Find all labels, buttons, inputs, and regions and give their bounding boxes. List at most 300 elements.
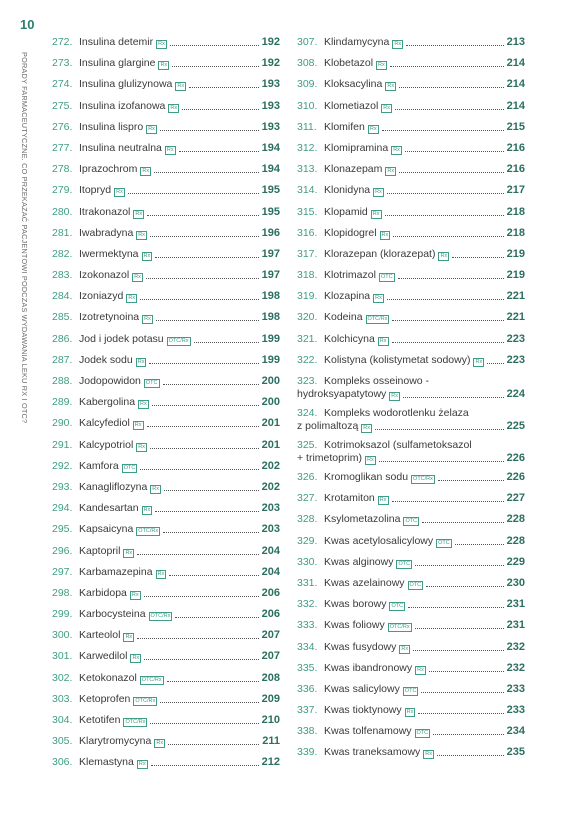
availability-badge: OTC: [416, 730, 429, 737]
index-entry: [297, 163, 525, 176]
availability-badge: OTC/Rx: [150, 613, 171, 620]
entry-name: Insulina glulizynowa: [79, 78, 173, 91]
leader-dots: [150, 723, 258, 724]
index-entry: [52, 545, 280, 558]
entry-number: 303.: [52, 692, 73, 705]
index-entry: [52, 142, 280, 155]
entry-page: 207: [261, 650, 280, 663]
page-number: 10: [20, 17, 35, 32]
entry-number: 272.: [52, 36, 73, 48]
entry-number: 329.: [297, 534, 318, 547]
leader-dots: [398, 278, 504, 279]
entry-name: Kwas tolfenamowy: [324, 725, 412, 738]
availability-badge: Rx: [125, 549, 133, 556]
index-entry: [52, 269, 280, 282]
index-entry: [297, 662, 525, 675]
availability-badge: OTC: [438, 539, 450, 546]
entry-number: 320.: [297, 311, 318, 324]
entry-page: 194: [261, 141, 280, 154]
leader-dots: [172, 66, 258, 67]
leader-dots: [169, 575, 258, 576]
availability-badge: Rx: [132, 655, 140, 662]
entry-page: 204: [261, 565, 280, 578]
leader-dots: [375, 429, 504, 430]
index-entry: [297, 269, 525, 282]
leader-dots: [392, 320, 503, 321]
index-entry: [52, 354, 280, 367]
index-entry: [52, 672, 280, 685]
entry-number: 294.: [52, 502, 73, 515]
leader-dots: [155, 257, 258, 258]
leader-dots: [140, 299, 259, 300]
entry-page: 223: [506, 353, 525, 366]
leader-dots: [433, 734, 503, 735]
leader-dots: [163, 384, 259, 385]
availability-badge: Rx: [135, 210, 143, 217]
availability-badge: Rx: [387, 83, 395, 90]
entry-page: 232: [506, 661, 525, 674]
entry-page: 201: [261, 438, 280, 451]
entry-number: 338.: [297, 725, 318, 738]
entry-name: Itopryd: [79, 184, 112, 197]
entry-page: 232: [506, 640, 525, 653]
leader-dots: [156, 320, 259, 321]
leader-dots: [408, 607, 504, 608]
leader-dots: [182, 109, 259, 110]
entry-number: 295.: [52, 523, 73, 536]
index-entry: [52, 206, 280, 219]
leader-dots: [160, 130, 259, 131]
index-entry: [297, 598, 525, 611]
entry-name: Kwas ibandronowy: [324, 661, 413, 674]
entry-number: 307.: [297, 36, 318, 48]
leader-dots: [392, 501, 504, 502]
entry-name: Kromoglikan sodu: [324, 471, 409, 483]
leader-dots: [379, 461, 504, 462]
entry-number: 281.: [52, 226, 73, 239]
index-entry: [297, 535, 525, 548]
entry-number: 334.: [297, 640, 318, 653]
index-entry: [297, 407, 525, 433]
entry-page: 215: [506, 120, 525, 133]
availability-badge: Rx: [157, 570, 165, 577]
index-entry: [52, 735, 280, 748]
entry-name: Kwas acetylosalicylowy: [324, 534, 434, 547]
leader-dots: [406, 45, 504, 46]
leader-dots: [163, 532, 258, 533]
entry-name: Klonazepam: [324, 163, 383, 176]
availability-badge: Rx: [440, 252, 448, 259]
leader-dots: [168, 744, 259, 745]
entry-name: Klometiazol: [324, 99, 379, 112]
index-entry: [297, 227, 525, 240]
leader-dots: [413, 650, 504, 651]
index-entry: [52, 481, 280, 494]
entry-page: 208: [261, 671, 280, 684]
entry-name: Ksylometazolina: [324, 513, 401, 526]
leader-dots: [415, 565, 504, 566]
entry-page: 198: [261, 290, 280, 303]
entry-name: Klozapina: [324, 290, 371, 303]
leader-dots: [392, 342, 504, 343]
entry-name: Insulina lispro: [79, 120, 144, 133]
entry-number: 280.: [52, 205, 73, 218]
availability-badge: Rx: [391, 393, 399, 399]
leader-dots: [455, 544, 504, 545]
leader-dots: [390, 66, 504, 67]
entry-number: 312.: [297, 141, 318, 154]
availability-badge: Rx: [138, 443, 146, 450]
index-entry: [52, 100, 280, 113]
index-entry: [297, 704, 525, 717]
index-entry: [52, 36, 280, 49]
entry-number: 326.: [297, 471, 318, 483]
index-entry: [297, 248, 525, 261]
availability-badge: OTC: [391, 603, 404, 610]
entry-number: 315.: [297, 205, 318, 218]
entry-name: Iwabradyna: [79, 226, 134, 239]
index-entry: [52, 333, 280, 346]
entry-number: 309.: [297, 78, 318, 91]
index-entry: [297, 471, 525, 484]
index-entry: [297, 290, 525, 303]
availability-badge: Rx: [375, 295, 382, 302]
availability-badge: Rx: [131, 591, 139, 598]
index-entry: [52, 502, 280, 515]
entry-name: Jodek sodu: [79, 353, 133, 366]
running-title-text: PORADY FARMACEUTYCZNE. CO PRZEKAZAĆ PACJENTOWI PODCZAS WYDAWANIA LEKU RX I OTC?: [20, 52, 29, 424]
entry-name: Krotamiton: [324, 492, 375, 505]
availability-badge: OTC/Rx: [141, 676, 162, 683]
index-entry: [297, 619, 525, 632]
availability-badge: Rx: [375, 189, 382, 196]
entry-name: Karbidopa: [79, 586, 127, 599]
entry-page: 216: [506, 141, 525, 154]
leader-dots: [393, 236, 503, 237]
entry-number: 304.: [52, 714, 73, 726]
index-entry: [52, 523, 280, 536]
leader-dots: [164, 490, 259, 491]
leader-dots: [382, 130, 504, 131]
entry-page: 192: [261, 57, 280, 70]
entry-page: 214: [506, 57, 525, 70]
entry-number: 301.: [52, 650, 73, 663]
entry-name: Kwas foliowy: [324, 619, 385, 632]
entry-page: 226: [506, 471, 525, 483]
entry-name: Kwas azelainowy: [324, 576, 405, 589]
entry-page: 217: [506, 184, 525, 197]
entry-page: 226: [506, 452, 525, 464]
leader-dots: [399, 87, 504, 88]
entry-page: 199: [261, 353, 280, 366]
index-entry: [297, 100, 525, 113]
index-entry: [297, 206, 525, 219]
leader-dots: [144, 659, 258, 660]
availability-badge: Rx: [379, 497, 387, 504]
entry-number: 302.: [52, 671, 73, 684]
entry-name: Izokonazol: [79, 269, 130, 282]
entry-name: Klotrimazol: [324, 269, 376, 282]
entry-page: 218: [506, 226, 525, 239]
entry-name: Kolchicyna: [324, 332, 375, 345]
entry-number: 298.: [52, 586, 73, 599]
index-entry: [297, 641, 525, 654]
entry-number: 300.: [52, 629, 73, 642]
availability-badge: OTC: [145, 380, 158, 386]
entry-page: 214: [506, 78, 525, 91]
availability-badge: Rx: [367, 457, 374, 463]
availability-badge: OTC/Rx: [367, 316, 388, 323]
entry-number: 293.: [52, 480, 73, 493]
leader-dots: [403, 397, 504, 398]
availability-badge: Rx: [383, 104, 391, 111]
availability-badge: Rx: [160, 62, 168, 69]
index-entry: [297, 375, 525, 401]
index-entry: [52, 756, 280, 769]
entry-page: 214: [506, 99, 525, 112]
index-entry: [297, 439, 525, 465]
entry-name-line1: Kompleks wodorotlenku żelaza: [324, 407, 469, 419]
entry-name: Kwas traneksamowy: [324, 746, 421, 759]
availability-badge: Rx: [378, 62, 385, 69]
availability-badge: Rx: [363, 425, 371, 431]
entry-name: + trimetoprim): [297, 452, 363, 464]
availability-badge: Rx: [125, 634, 133, 641]
availability-badge: Rx: [138, 231, 146, 238]
entry-name: Klemastyna: [79, 756, 134, 769]
availability-badge: OTC/Rx: [135, 697, 156, 704]
entry-name: Insulina detemir: [79, 36, 154, 48]
entry-page: 229: [506, 555, 525, 568]
entry-number: 285.: [52, 311, 73, 324]
entry-name: Kanagliflozyna: [79, 480, 148, 493]
entry-name: Insulina neutralna: [79, 141, 162, 154]
entry-name: Karbocysteina: [79, 608, 146, 621]
availability-badge: Rx: [170, 104, 178, 111]
index-entry: [52, 311, 280, 324]
entry-page: 195: [261, 205, 280, 218]
availability-badge: OTC/Rx: [413, 476, 433, 482]
index-entry: [52, 290, 280, 303]
index-entry: [297, 577, 525, 590]
entry-page: 231: [506, 598, 525, 611]
entry-name: Klindamycyna: [324, 36, 390, 48]
index-entry: [52, 375, 280, 388]
index-entry: [297, 311, 525, 324]
availability-badge: Rx: [379, 337, 387, 344]
entry-name: Kalcypotriol: [79, 438, 134, 451]
entry-page: 219: [506, 247, 525, 260]
leader-dots: [160, 702, 258, 703]
entry-number: 310.: [297, 99, 318, 112]
entry-number: 305.: [52, 735, 73, 748]
entry-number: 325.: [297, 439, 318, 451]
entry-number: 299.: [52, 608, 73, 621]
entry-number: 323.: [297, 375, 318, 387]
leader-dots: [150, 448, 259, 449]
availability-badge: Rx: [116, 189, 123, 196]
leader-dots: [147, 215, 259, 216]
availability-badge: OTC/Rx: [125, 719, 146, 725]
entry-number: 327.: [297, 492, 318, 505]
availability-badge: Rx: [137, 358, 145, 365]
entry-page: 192: [261, 36, 280, 48]
availability-badge: OTC/Rx: [168, 337, 189, 344]
entry-number: 330.: [297, 555, 318, 568]
entry-number: 321.: [297, 332, 318, 345]
entry-number: 314.: [297, 184, 318, 197]
leader-dots: [387, 299, 504, 300]
leader-dots: [399, 172, 504, 173]
entry-page: 207: [261, 629, 280, 642]
entry-number: 337.: [297, 704, 318, 717]
entry-name: Kamfora: [79, 459, 119, 472]
entry-number: 289.: [52, 396, 73, 409]
entry-name: Kalcyfediol: [79, 417, 130, 430]
entry-number: 335.: [297, 661, 318, 674]
entry-name: Ketokonazol: [79, 671, 137, 684]
leader-dots: [175, 617, 258, 618]
leader-dots: [421, 692, 503, 693]
entry-name: Kwas tioktynowy: [324, 704, 402, 717]
leader-dots: [194, 342, 259, 343]
leader-dots: [415, 628, 504, 629]
leader-dots: [385, 215, 504, 216]
index-entry: [52, 608, 280, 621]
availability-badge: Rx: [156, 740, 164, 747]
entry-page: 202: [261, 459, 280, 472]
entry-name: Klorazepan (klorazepat): [324, 247, 436, 260]
entry-number: 290.: [52, 417, 73, 430]
entry-number: 317.: [297, 247, 318, 260]
index-entry: [297, 184, 525, 197]
entry-name: Kandesartan: [79, 502, 139, 515]
leader-dots: [405, 151, 504, 152]
entry-name: Ketoprofen: [79, 692, 131, 705]
entry-page: 206: [261, 608, 280, 621]
availability-badge: Rx: [142, 168, 150, 175]
entry-number: 283.: [52, 269, 73, 282]
entry-page: 228: [506, 534, 525, 547]
leader-dots: [170, 45, 259, 46]
availability-badge: Rx: [134, 274, 141, 281]
entry-name: Kloksacylina: [324, 78, 383, 91]
entry-name: Klonidyna: [324, 184, 371, 197]
leader-dots: [167, 681, 259, 682]
entry-number: 279.: [52, 184, 73, 197]
leader-dots: [151, 765, 259, 766]
entry-page: 204: [261, 544, 280, 557]
index-entry: [297, 36, 525, 49]
leader-dots: [487, 363, 503, 364]
entry-number: 308.: [297, 57, 318, 70]
entry-name: Klomifen: [324, 120, 365, 133]
entry-page: 197: [261, 269, 280, 282]
availability-badge: Rx: [369, 125, 377, 132]
entry-page: 196: [261, 226, 280, 239]
leader-dots: [150, 236, 259, 237]
leader-dots: [144, 596, 259, 597]
leader-dots: [149, 363, 258, 364]
index-entry: [52, 57, 280, 70]
availability-badge: OTC: [405, 518, 418, 525]
leader-dots: [438, 480, 504, 481]
entry-page: 200: [261, 375, 280, 387]
index-entry: [297, 142, 525, 155]
entry-page: 225: [506, 420, 525, 432]
leader-dots: [437, 755, 504, 756]
availability-badge: OTC: [398, 560, 411, 567]
availability-badge: OTC/Rx: [138, 528, 159, 535]
entry-name: Kwas fusydowy: [324, 640, 397, 653]
entry-page: 198: [261, 311, 280, 324]
entry-number: 319.: [297, 290, 318, 303]
entry-page: 199: [261, 332, 280, 345]
entry-name: Izotretynoina: [79, 311, 140, 324]
entry-page: 235: [506, 746, 525, 759]
entry-number: 306.: [52, 756, 73, 769]
entry-number: 284.: [52, 290, 73, 303]
availability-badge: OTC: [380, 274, 393, 281]
availability-badge: Rx: [134, 422, 142, 429]
availability-badge: Rx: [138, 761, 146, 768]
entry-page: 193: [261, 120, 280, 133]
availability-badge: Rx: [425, 751, 433, 758]
leader-dots: [422, 522, 504, 523]
availability-badge: OTC: [409, 581, 422, 588]
index-entry: [297, 354, 525, 367]
entry-number: 336.: [297, 682, 318, 695]
entry-name: Karteolol: [79, 629, 121, 642]
index-entry: [297, 725, 525, 738]
leader-dots: [137, 554, 258, 555]
entry-page: 223: [506, 332, 525, 345]
entry-page: 203: [261, 523, 280, 536]
entry-number: 274.: [52, 78, 73, 91]
leader-dots: [140, 469, 258, 470]
entry-number: 322.: [297, 353, 318, 366]
availability-badge: Rx: [143, 507, 151, 514]
leader-dots: [152, 405, 259, 406]
leader-dots: [179, 151, 259, 152]
availability-badge: Rx: [387, 168, 395, 175]
entry-page: 193: [261, 99, 280, 112]
availability-badge: Rx: [152, 485, 160, 492]
entry-page: 193: [261, 78, 280, 91]
entry-name: hydroksyapatytowy: [297, 388, 387, 400]
entry-name: Kwas borowy: [324, 598, 387, 611]
running-title: [20, 52, 34, 462]
availability-badge: Rx: [417, 666, 424, 673]
entry-name: z polimaltozą: [297, 420, 359, 432]
entry-name: Insulina izofanowa: [79, 99, 166, 112]
index-entry: [52, 396, 280, 409]
availability-badge: Rx: [381, 231, 389, 238]
entry-page: 200: [261, 396, 280, 409]
entry-page: 201: [261, 417, 280, 430]
index-entry: [297, 513, 525, 526]
index-entry: [297, 57, 525, 70]
entry-page: 195: [261, 184, 280, 197]
entry-number: 313.: [297, 163, 318, 176]
index-entry: [52, 417, 280, 430]
leader-dots: [128, 193, 259, 194]
entry-page: 206: [261, 586, 280, 599]
leader-dots: [189, 87, 259, 88]
entry-name-line1: Kompleks osseinowo -: [324, 375, 430, 387]
entry-number: 276.: [52, 120, 73, 133]
entry-number: 275.: [52, 99, 73, 112]
